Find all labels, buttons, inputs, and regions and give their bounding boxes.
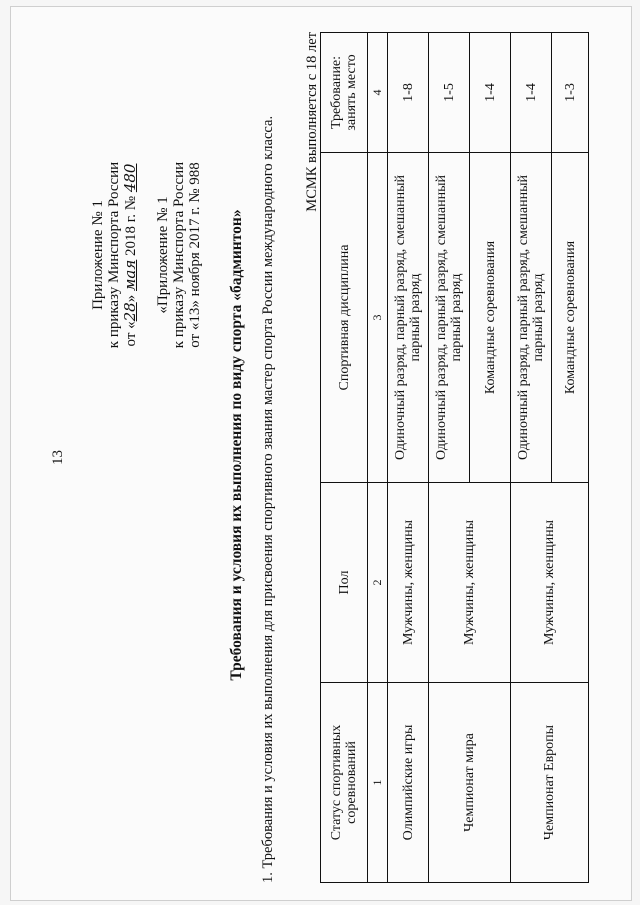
handwritten-month: мая: [121, 259, 139, 292]
header-status: Статус спортивных соревнований: [321, 683, 368, 883]
place-cell: 1-3: [552, 33, 589, 153]
table-row: [511, 33, 552, 883]
place-cell: 1-4: [511, 33, 552, 153]
discipline-cell: Командные соревнования: [552, 153, 589, 483]
handwritten-day: 28: [121, 302, 139, 322]
discipline-cell: Командные соревнования: [470, 153, 511, 483]
place-cell: 1-5: [429, 33, 470, 153]
page-number: 13: [50, 450, 66, 465]
original-appendix-title: «Приложение № 1: [155, 196, 171, 314]
status-cell: Чемпионат Европы: [511, 683, 589, 883]
table-index-row: 1 2 3 4: [368, 33, 388, 883]
header-discipline: Спортивная дисциплина: [321, 153, 368, 483]
discipline-cell: Одиночный разряд, парный разряд, смешанный парный разряд: [388, 153, 429, 483]
status-cell: Олимпийские игры: [388, 683, 429, 883]
appendix-date: от «28» мая 2018 г. № 480: [121, 163, 139, 347]
handwritten-number: 480: [121, 163, 139, 193]
appendix-block: [90, 95, 203, 415]
age-note: МСМК выполняется с 18 лет: [304, 32, 320, 212]
gender-cell: Мужчины, женщины: [429, 483, 511, 683]
place-cell: 1-4: [470, 33, 511, 153]
original-appendix-date: от «13» ноября 2017 г. № 988: [187, 162, 203, 348]
appendix-title: Приложение № 1: [90, 200, 106, 310]
requirements-table: [320, 32, 589, 883]
table-row: [388, 33, 429, 883]
discipline-cell: Одиночный разряд, парный разряд, смешанный парный разряд: [429, 153, 470, 483]
appendix-order: к приказу Минспорта России: [106, 161, 122, 349]
discipline-cell: Одиночный разряд, парный разряд, смешанный парный разряд: [511, 153, 552, 483]
rotated-document: [20, 5, 620, 895]
original-appendix-order: к приказу Минспорта России: [171, 161, 187, 349]
main-title: Требования и условия их выполнения по виду спорта «бадминтон»: [228, 209, 245, 681]
table-row: [429, 33, 470, 883]
table-header-row: [321, 33, 368, 883]
header-gender: Пол: [321, 483, 368, 683]
header-place: Требование: занять место: [321, 33, 368, 153]
status-cell: Чемпионат мира: [429, 683, 511, 883]
place-cell: 1-8: [388, 33, 429, 153]
gender-cell: Мужчины, женщины: [388, 483, 429, 683]
gender-cell: Мужчины, женщины: [511, 483, 589, 683]
section-title: 1. Требования и условия их выполнения для присвоения спортивного звания мастер спорта России международного класса.: [260, 115, 276, 883]
